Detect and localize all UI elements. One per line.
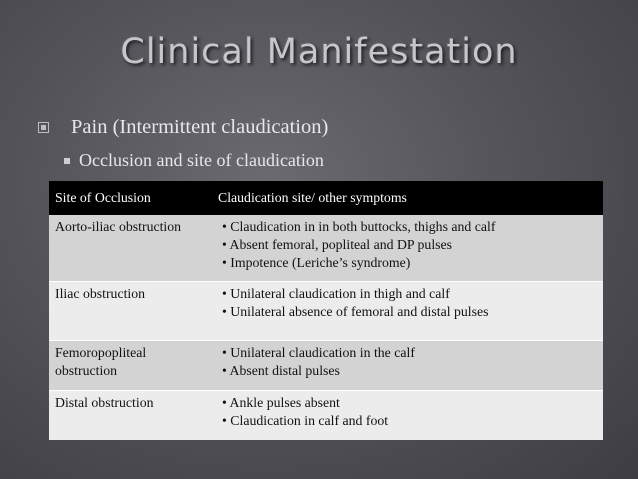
- bullet-main-text: Pain (Intermittent claudication): [71, 116, 329, 138]
- square-bullet-icon: [64, 158, 70, 164]
- table-row: [49, 215, 603, 282]
- symptom-item: • Impotence (Leriche’s syndrome): [222, 254, 597, 272]
- symptom-item: • Unilateral absence of femoral and distal pulses: [222, 303, 597, 321]
- symptom-item: • Unilateral claudication in thigh and calf: [222, 285, 597, 303]
- checkbox-bullet-icon: [38, 122, 49, 133]
- symptom-item: • Ankle pulses absent: [222, 394, 597, 412]
- bullet-main: [38, 116, 328, 139]
- occlusion-table: [49, 181, 603, 440]
- symptom-item: • Absent femoral, popliteal and DP pulses: [222, 236, 597, 254]
- slide-title: Clinical Manifestation: [120, 32, 518, 72]
- bullet-sub: [64, 150, 324, 171]
- symptom-item: • Claudication in in both buttocks, thighs and calf: [222, 218, 597, 236]
- symptom-item: • Absent distal pulses: [222, 362, 597, 380]
- table-row: [49, 341, 603, 391]
- cell-symptoms: [212, 215, 603, 282]
- cell-site: Distal obstruction: [49, 391, 212, 441]
- cell-symptoms: [212, 391, 603, 441]
- cell-site: Femoropopliteal obstruction: [49, 341, 212, 391]
- cell-symptoms: [212, 282, 603, 341]
- header-site: Site of Occlusion: [49, 181, 212, 215]
- symptom-item: • Unilateral claudication in the calf: [222, 344, 597, 362]
- header-symptoms: Claudication site/ other symptoms: [212, 181, 603, 215]
- cell-symptoms: [212, 341, 603, 391]
- table-row: [49, 391, 603, 441]
- table-header-row: [49, 181, 603, 215]
- symptom-item: • Claudication in calf and foot: [222, 412, 597, 430]
- bullet-sub-text: Occlusion and site of claudication: [79, 150, 324, 170]
- cell-site: Aorto-iliac obstruction: [49, 215, 212, 282]
- table-row: [49, 282, 603, 341]
- cell-site: Iliac obstruction: [49, 282, 212, 341]
